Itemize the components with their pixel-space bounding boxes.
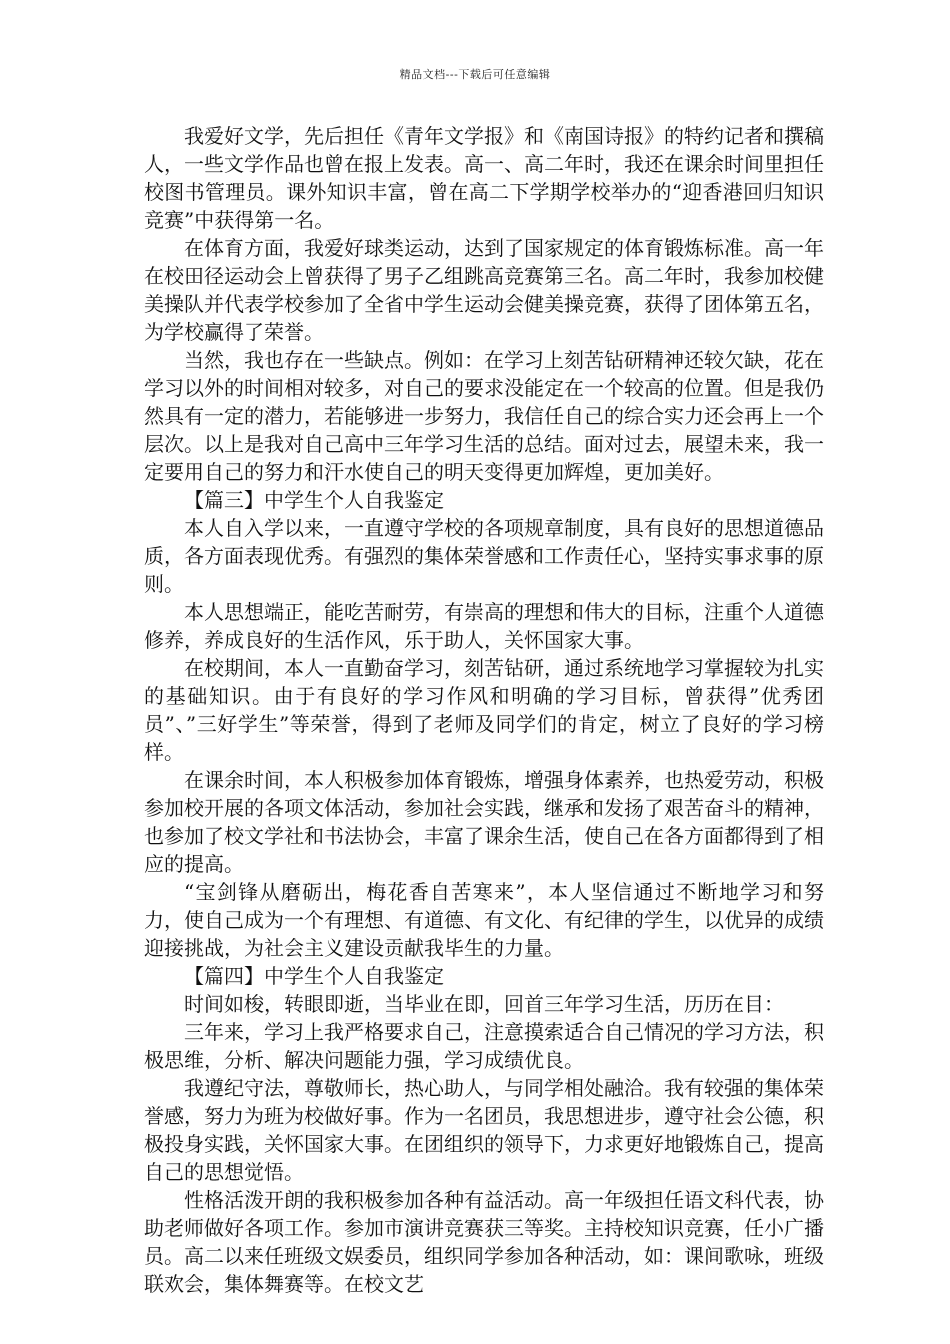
- page-header: 精品文档---下载后可任意编辑: [399, 68, 551, 81]
- paragraph-activities: 性格活泼开朗的我积极参加各种有益活动。高一年级担任语文科代表，协助老师做好各项工作。参加市演讲竞赛获三等奖。主持校知识竞赛，任小广播员。高二以来任班级文娱委员，组织同学参加各种活动，如：课间歌咏，班级联欢会，集体舞赛等。在校文艺: [144, 1188, 824, 1296]
- section-heading-four: 【篇四】中学生个人自我鉴定: [184, 964, 444, 988]
- paragraph-thoughts: 本人思想端正，能吃苦耐劳，有崇高的理想和伟大的目标，注重个人道德修养，养成良好的生活作风，乐于助人，关怀国家大事。: [144, 600, 824, 652]
- paragraph-spare-time: 在课余时间，本人积极参加体育锻炼，增强身体素养，也热爱劳动，积极参加校开展的各项文体活动，参加社会实践，继承和发扬了艰苦奋斗的精神，也参加了校文学社和书法协会，丰富了课余生活，使自己在各方面都得到了相应的提高。: [144, 768, 824, 876]
- paragraph-sports: 在体育方面，我爱好球类运动，达到了国家规定的体育锻炼标准。高一年在校田径运动会上曾获得了男子乙组跳高竞赛第三名。高二年时，我参加校健美操队并代表学校参加了全省中学生运动会健美操竞赛，获得了团体第五名，为学校赢得了荣誉。: [144, 236, 824, 344]
- document-body: [144, 122, 824, 1298]
- paragraph-discipline: 我遵纪守法，尊敬师长，热心助人，与同学相处融洽。我有较强的集体荣誉感，努力为班为校做好事。作为一名团员，我思想进步，遵守社会公德，积极投身实践，关怀国家大事。在团组织的领导下，力求更好地锻炼自己，提高自己的思想觉悟。: [144, 1076, 824, 1184]
- paragraph-shortcomings: 当然，我也存在一些缺点。例如：在学习上刻苦钻研精神还较欠缺，花在学习以外的时间相对较多，对自己的要求没能定在一个较高的位置。但是我仍然具有一定的潜力，若能够进一步努力，我信任自己的综合实力还会再上一个层次。以上是我对自己高中三年学习生活的总结。面对过去，展望未来，我一定要用自己的努力和汗水使自己的明天变得更加辉煌，更加美好。: [144, 348, 824, 484]
- paragraph-quote: “宝剑锋从磨砺出，梅花香自苦寒来”，本人坚信通过不断地学习和努力，使自己成为一个有理想、有道德、有文化、有纪律的学生，以优异的成绩迎接挑战，为社会主义建设贡献我毕生的力量。: [144, 880, 824, 960]
- paragraph-study: 在校期间，本人一直勤奋学习，刻苦钻研，通过系统地学习掌握较为扎实的基础知识。由于有良好的学习作风和明确的学习目标，曾获得”优秀团员”、”三好学生”等荣誉，得到了老师及同学们的肯定，树立了良好的学习榜样。: [144, 656, 824, 764]
- paragraph-since-enrollment: 本人自入学以来，一直遵守学校的各项规章制度，具有良好的思想道德品质，各方面表现优秀。有强烈的集体荣誉感和工作责任心，坚持实事求事的原则。: [144, 516, 824, 596]
- paragraph-literature: 我爱好文学，先后担任《青年文学报》和《南国诗报》的特约记者和撰稿人，一些文学作品也曾在报上发表。高一、高二年时，我还在课余时间里担任校图书管理员。课外知识丰富，曾在高二下学期学校举办的“迎香港回归知识竞赛”中获得第一名。: [144, 124, 824, 232]
- paragraph-time-flies: 时间如梭，转眼即逝，当毕业在即，回首三年学习生活，历历在目：: [184, 992, 784, 1016]
- paragraph-three-years: 三年来，学习上我严格要求自己，注意摸索适合自己情况的学习方法，积极思维，分析、解决问题能力强，学习成绩优良。: [144, 1020, 824, 1072]
- section-heading-three: 【篇三】中学生个人自我鉴定: [184, 488, 444, 512]
